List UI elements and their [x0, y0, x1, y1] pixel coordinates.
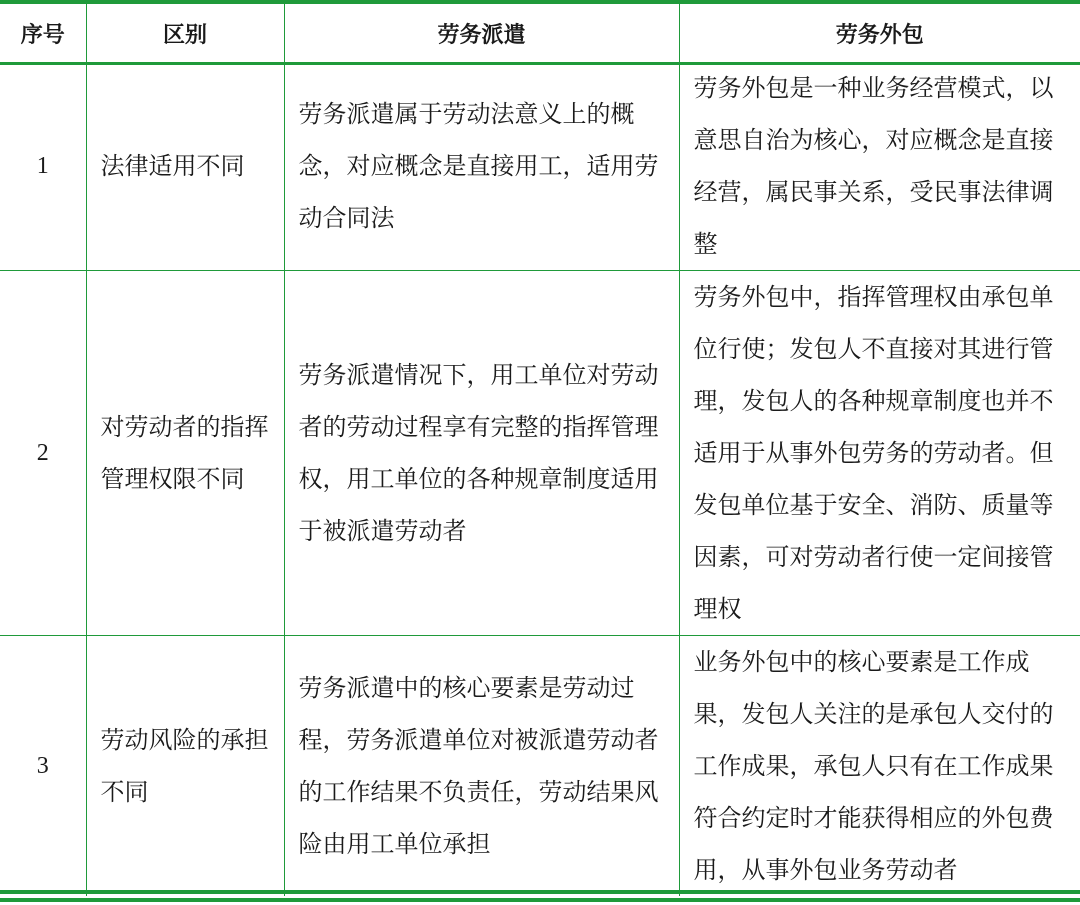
table-row: [0, 636, 1080, 897]
table-row: [0, 271, 1080, 636]
dispatch-cell: 劳务派遣情况下，用工单位对劳动者的劳动过程享有完整的指挥管理权，用工单位的各种规章制度适用于被派遣劳动者: [284, 271, 679, 636]
header-num: 序号: [0, 4, 86, 62]
difference-cell: 对劳动者的指挥管理权限不同: [86, 271, 284, 636]
outsource-cell: 业务外包中的核心要素是工作成果，发包人关注的是承包人交付的工作成果，承包人只有在工作成果符合约定时才能获得相应的外包费用，从事外包业务劳动者: [679, 636, 1080, 897]
header-difference: 区别: [86, 4, 284, 62]
difference-cell: 劳动风险的承担不同: [86, 636, 284, 897]
header-outsource: 劳务外包: [835, 22, 924, 48]
header-rule: [0, 62, 1080, 65]
difference-cell: 法律适用不同: [86, 62, 284, 271]
row-number: 1: [0, 62, 86, 271]
row-number: 3: [0, 636, 86, 897]
outsource-cell: 劳务外包中，指挥管理权由承包单位行使；发包人不直接对其进行管理，发包人的各种规章制度也并不适用于从事外包劳务的劳动者。但发包单位基于安全、消防、质量等因素，可对劳动者行使一定间接管理权: [679, 271, 1080, 636]
outsource-cell: 劳务外包是一种业务经营模式，以意思自治为核心，对应概念是直接经营，属民事关系，受民事法律调整: [693, 74, 1054, 258]
bottom-rule: [0, 890, 1080, 894]
bottom-rule-double: [0, 898, 1080, 902]
header-row: [0, 4, 1080, 62]
dispatch-cell: 劳务派遣属于劳动法意义上的概念，对应概念是直接用工，适用劳动合同法: [284, 62, 679, 271]
comparison-table: [0, 4, 1080, 896]
header-dispatch: 劳务派遣: [284, 4, 679, 62]
row-number: 2: [0, 271, 86, 636]
table-row: [0, 62, 1080, 271]
dispatch-cell: 劳务派遣中的核心要素是劳动过程，劳务派遣单位对被派遣劳动者的工作结果不负责任，劳动结果风险由用工单位承担: [284, 636, 679, 897]
